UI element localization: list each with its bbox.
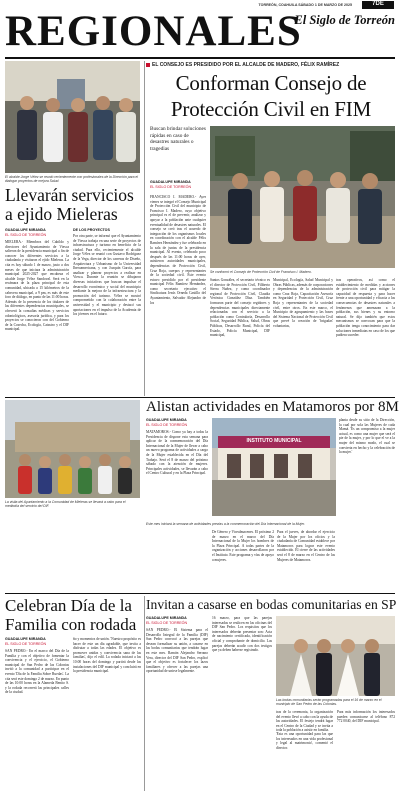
bodas-col5: Para más información los interesados pueden comunicarse al teléfono 872 772 0040, del DIF municipal.: [337, 710, 395, 724]
matamoros-headline: Alistan actividades en Matamoros por 8M: [146, 399, 399, 415]
wedding-caption: Las bodas comunitarias serán programadas para el 16 de marzo en el municipio de San Pedro de las Colonias.: [276, 698, 382, 706]
bodas-byline-author: GUADALUPE MIRANDA: [146, 616, 187, 620]
bodas-col3: tras de la ceremonia, la organización del evento llevó a cabo con la ayuda de las autoridades. El festejo tendrá lugar en el Centro de la Ciudad y se invita a toda la población a asistir en familia.: [276, 710, 333, 733]
main-col4: tras operativos, así como el establecimiento de medidas y acciones de protección civil para mitigar la capacidad de respuesta y para hacer frente a una oportunidad y eficacia a las consecuencias de desastres naturales a fenómenos que amenazan a la población, sus bienes y su entorno natural. Se dijo también que estos mecanismos se convocan para que la población tenga conocimiento para dar soluciones inmediatas en caso de los que pudiera suceder.: [336, 278, 395, 338]
page-tag: 7DE: [362, 1, 394, 9]
matamoros-institute-photo: [212, 418, 336, 516]
bodas-col1: SAN PEDRO.- El Sistema para el Desarrollo Integral de la Familia (DIF) San Pedro convocó a las parejas que desean formalizar su unión, a casarse en las bodas comunitarias que tendrán lugar en este mes. Ramón Alejandro Serrano Vera, director del DIF San Pedro, explicó que el objetivo es fortalecer los lazos familiares y ofrecer a las parejas una oportunidad de unirse legalmente.: [146, 628, 208, 674]
matamoros-byline-author: GUADALUPE MIRANDA: [146, 418, 187, 422]
left-column-divider-bottom: [144, 596, 145, 791]
main-caption: Se conformó el Consejo de Protección Civil de Francisco I. Madero.: [210, 270, 312, 274]
main-subhead: Buscan brindar soluciones rápidas en caso de desastres naturales o tragedias: [150, 126, 206, 152]
mieleras-subheading: DE LOS PROYECTOS: [73, 228, 110, 232]
familia-headline: Celebran Día de la Familia con rodada: [5, 596, 137, 634]
bodas-headline: Invitan a casarse en bodas comunitarias en SP: [146, 597, 397, 612]
section-divider-2: [5, 593, 395, 594]
main-byline-outlet: EL SIGLO DE TORREÓN: [150, 185, 192, 189]
main-col1: FRANCISCO I. MADERO.- Ayer vienes se integró el Consejo Municipal de Protección Civil del municipio de Francisco I. Madero, cuyo objetivo principal es el de prevenir, analizar y apoyar a la población ante cualquier eventualidad de desastres naturales. El consejo se creó tras el acuerdo de integración de los organismos locales en coordinación con el alcalde Félix Ramírez Hernández y fue celebrado en la sala de juntas de la presidencia municipal. Al evento, celebrado poco después de las 11:00 horas de ayer, asistieron autoridades municipales, dependencias de Protección Civil, Cruz Roja, cuerpos y representantes de la sociedad civil. Este evento estuvo presidido por el presidente municipal Félix Ramírez Hernández, como secretario ejecutivo el Sindicatura Jesús Orneda Castillo del Ayuntamiento, Salvador Alejandro de los: [150, 195, 206, 305]
familia-col2: ño y momentos de unión. 'Nuestro propósito es hacer de este un día agradable, que invita a disfrutar a todas las edades. El objetivo es promover unidas y convivencia sana de las familias', dijo el edil. La rodada iniciará a las 10:00 horas del domingo y partirá desde las instalaciones del DIF municipal y concluirá en la presidencia municipal.: [73, 637, 141, 674]
mieleras-photo-caption: La visita del Ayuntamiento a la Comunidad de Mieleras se llevará a cabo para el mediodía del servicio del DIF.: [5, 500, 126, 508]
matamoros-byline-outlet: EL SIGLO DE TORREÓN: [146, 423, 188, 427]
matamoros-col1: MATAMOROS.- Como ya hay a todas la Presidencia de dispone esta semana para aplicar de la conmemoración del Día Internacional de la Mujer de llevar a cabo un nuevo programa de actividades a cargo de la Mujer establecida en el Día del Trabajo. Será el 8 de marzo del próximo sábado con la atención de mujeres. Principales actividades, se llevarán a cabo el Centro Cultural y en la Plaza Principal.: [146, 430, 208, 476]
left-column-divider: [144, 61, 145, 396]
mieleras-byline-outlet: EL SIGLO DE TORREÓN: [5, 233, 47, 237]
mieleras-visit-photo: [5, 400, 140, 498]
mieleras-col1: MIELERA.- Miembros del Cabildo y directores del Ayuntamiento de Viesca salieron de la presidencia municipal a fin de conocer los diferentes servicios a la ciudadanía y visitaron el ejido Mieleras. La cita es hoy sábado 1 de marzo, justo a dos meses de que iniciara la administración municipal 2025-2027 que encabeza el alcalde Jorge Vélez Sandoval. Será en la recámara de la plaza principal de esta comunidad, ubicada a 15 kilómetros de la cabecera municipal, a 9 pm, es más de este foro de diálogo, en punto de las 11:00 horas. Además de la presencia de los titulares de las diferentes dependencias municipales, se ofrecerá la consultas médicas y servicios odontológicos, asesoría jurídica, y para los proyectos se conocieron con del Gobierno de la Cosecha, Ecología, Catastro y el DIF municipal.: [5, 240, 69, 332]
familia-col1: SAN PEDRO.- En el marco del Día de la Familia y con el objetivo de fomentar la convivencia y el ejercicio, el Gobierno municipal de San Pedro de las Colonias invitó a la comunidad a participar en el evento 'Día de la Familia Sobre Ruedas'. La cita será este domingo 2 de marzo. En punto de las 10:00 horas en la Alameda Benito S. y la rodada recorrerá las principales calles de la ciudad.: [5, 649, 69, 695]
bodas-col2: 16 marzo, para que las parejas interesadas se realicen en las oficinas del DIF San Pedro. Los requisitos que los interesados deberán presentar son: Acta de nacimiento certificada, identificación oficial y comprobante de domicilio. Las parejas deberán acudir con dos testigos que ya deben haberse registrado.: [212, 616, 272, 653]
mieleras-top-caption: El alcalde Jorge Vélez se reunió recientemente con profesionales de la Dirección para el dialogar proyectos de mejora Salud.: [5, 175, 139, 183]
matamoros-col4: planta desde su sitio de la Dirección, la cual por sola las Mujeres de cada Mamá. 'Es un compromiso a la mujer actual, es como una mujer que será el pie de la mujer, y por lo que el ve a la mujer del mismo modo, el cual se convierta en hecho y la celebración de la mujer.': [339, 418, 395, 455]
main-kicker: [146, 62, 396, 68]
bodas-col4: 'Esta es una oportunidad para las que los interesados en una vida profesional y legal al matrimonio', comentó el director.: [276, 732, 333, 750]
section-title: REGIONALES: [5, 8, 302, 55]
bodas-byline-outlet: EL SIGLO DE TORREÓN: [146, 621, 188, 625]
main-headline: Conforman Consejo de Protección Civil en FIM: [170, 71, 372, 121]
main-kicker-text: EL CONSEJO ES PRESIDIDO POR EL ALCALDE DE MADERO, FÉLIX RAMÍREZ: [152, 62, 340, 68]
location-date: TORREÓN, COAHUILA SÁBADO 1 DE MARZO DE 2025: [258, 3, 352, 7]
familia-byline-author: GUADALUPE MIRANDA: [5, 637, 46, 641]
section-divider-1: [5, 397, 395, 398]
main-col3: Municipal, Ecología, Salud Municipal y Obras Públicas, además de corporaciones y dependencias de la administración como Cruz Roja, Capacitación Asesoría en Seguridad y Protección Civil, Cruz Roja y representantes de la sociedad civil, entre otros. En este marco, el Municipio de agrupamiento y las bases del Sistema Nacional de Protección Civil que prevé la creación de 'brigadas' voluntarias,: [273, 278, 333, 328]
main-byline-author: GUADALUPE MIRANDA: [150, 180, 191, 184]
familia-byline-outlet: EL SIGLO DE TORREÓN: [5, 642, 47, 646]
mieleras-meeting-photo: [5, 61, 140, 173]
matamoros-col3: Para el jueves, de abordar el ejercicio de la Mujer por los oficios y la ciudadanía de Comunidad establece por Matamoros para lograr este evento establecido. El cierre de las actividades será el 8 de marzo en el Centro de las Mujeres de Matamoros.: [277, 530, 335, 562]
masthead-rule: [5, 57, 395, 59]
institute-banner-text: INSTITUTO MUNICIPAL: [246, 438, 302, 444]
mieleras-col2: Por otra parte, se informó que el Ayuntamiento de Viesca trabaja en una serie de proyectos de infraestructura y turismo en beneficio de la ciudad. Para ello, recientemente el alcalde Jorge Vélez se reunió con Gustavo Rodríguez de la Vega, director de los carreras de Diseño, Arquitectura y Urbanismo de la Universidad Iberoamericana, y con Joaquín García, para analizar y planear proyectos a realizar en Viesca. Durante la reunión se dibujaron diversas iniciativas que buscan impulsar el desarrollo económico y social del municipio mediante la mejora de la infraestructura y la promoción del turismo. Vélez se mostró comprometido con la colaboración entre la universidad y el municipio y destacó sus aportaciones en el impulso de la Academia de los jóvenes en el futuro.: [73, 234, 141, 317]
matamoros-caption: Este mes iniciará la semana de actividades previas a la conmemoración del Día Internacional de la Mujer.: [146, 522, 305, 526]
wedding-photo: [276, 616, 395, 696]
paper-logo: El Siglo de Torreón: [294, 13, 395, 27]
civil-protection-photo: [210, 126, 395, 268]
main-col2: Santos González, el secretario técnico es el director de Protección Civil, Filiberto Sierra Nuñez, y como coordinador regional de Protección Civil, Claudia Verónica González Díaz. También formaron parte del consejo regidores y dependencias municipales directamente relacionadas con el servicio a la población como Contraloría, Desarrollo Social, Seguridad Pública, Salud, Obras Públicas, Desarrollo Rural, Policía del Estado, Policía Municipal, DIF municipal,: [210, 278, 270, 338]
mieleras-byline-author: GUADALUPE MIRANDA: [5, 228, 46, 232]
matamoros-col2: De Género y Vicealmacenes. El próximo 2 de marzo en el marco del Día Internacional de la Mujer los hombres de la Plaza Principal. A todas partes de la organización y acciones desarrollaron por el Instituto. Este programa y vías de apoyo a mujeres.: [212, 530, 274, 562]
red-square-icon: [146, 63, 150, 67]
mieleras-headline: Llevarán servicios a ejido Mieleras: [5, 185, 134, 224]
